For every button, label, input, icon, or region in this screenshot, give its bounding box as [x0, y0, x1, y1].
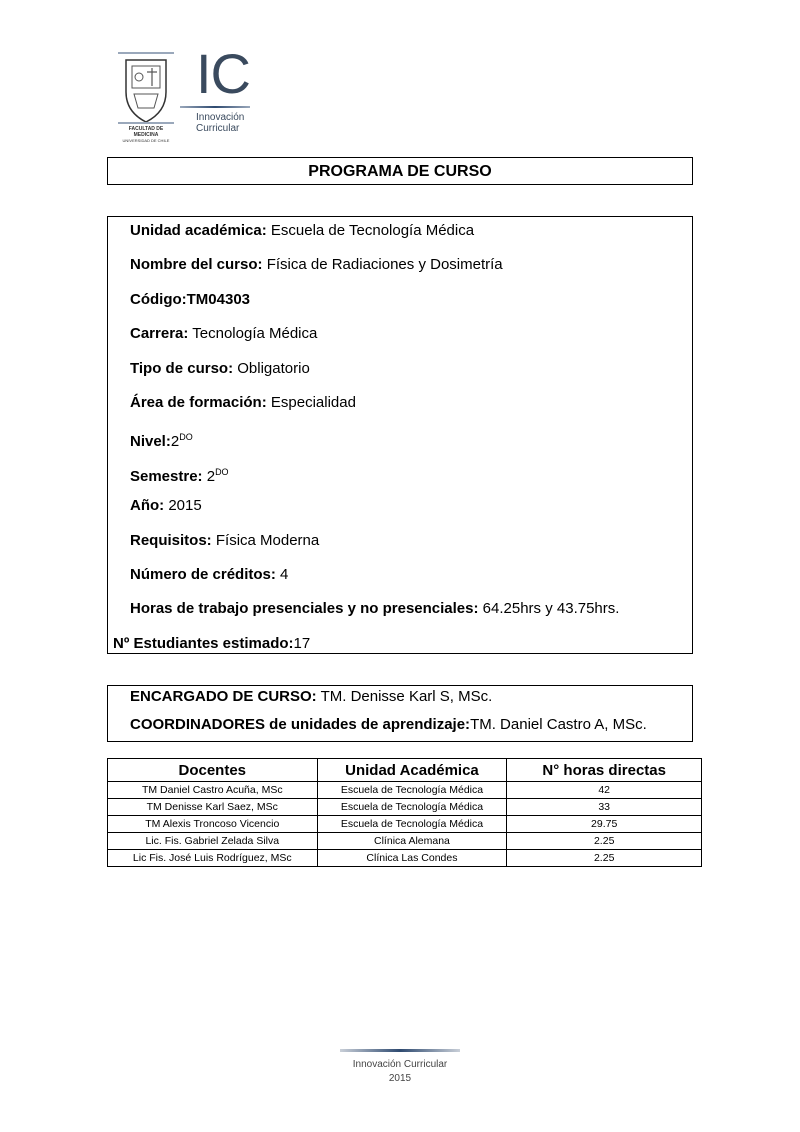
horas-cell: 42 [507, 782, 702, 799]
coordinadores-label: COORDINADORES de unidades de aprendizaje: [130, 716, 471, 733]
horas-cell: 33 [507, 799, 702, 816]
horas-cell: 2.25 [507, 833, 702, 850]
requisitos-line [130, 532, 319, 550]
estudiantes-label: Nº Estudiantes estimado: [113, 635, 294, 652]
footer-line1: Innovación Curricular [352, 1059, 448, 1070]
encargado-value: TM. Denisse Karl S, MSc. [320, 688, 493, 705]
requisitos-value: Física Moderna [215, 532, 320, 549]
horas-cell: 2.25 [507, 850, 702, 867]
nivel-line [130, 428, 193, 451]
encargado-line [130, 688, 492, 706]
horas-label: Horas de trabajo presenciales y no presenciales: [130, 600, 479, 617]
course-info-box [107, 216, 693, 654]
codigo-label: Código:TM04303 [130, 291, 251, 308]
semestre-value: 2 [206, 468, 216, 485]
area-formacion-label: Área de formación: [130, 394, 267, 411]
carrera-value: Tecnología Médica [192, 325, 318, 342]
title-box [107, 157, 693, 185]
nombre-curso-label: Nombre del curso: [130, 256, 263, 273]
anio-value: 2015 [168, 497, 202, 514]
semestre-label: Semestre: [130, 468, 203, 485]
area-formacion-line [130, 394, 356, 412]
facultad-name: FACULTAD DE MEDICINA [128, 126, 164, 138]
ic-caption-line2: Curricular [196, 123, 240, 134]
estudiantes-line [113, 635, 310, 653]
header-docentes: Docentes [108, 759, 318, 782]
table-row [108, 833, 702, 850]
docente-cell: TM Daniel Castro Acuña, MSc [108, 782, 318, 799]
nombre-curso-value: Física de Radiaciones y Dosimetría [266, 256, 503, 273]
unidad-cell: Escuela de Tecnología Médica [317, 782, 507, 799]
table-header-row [108, 759, 702, 782]
tipo-curso-label: Tipo de curso: [130, 360, 234, 377]
table-row [108, 816, 702, 833]
docente-cell: TM Alexis Troncoso Vicencio [108, 816, 318, 833]
header-unidad-academica: Unidad Académica [317, 759, 507, 782]
table-row [108, 850, 702, 867]
ic-logo-caption [196, 112, 244, 134]
anio-line [130, 497, 202, 515]
area-formacion-value: Especialidad [270, 394, 356, 411]
page-title: PROGRAMA DE CURSO [308, 163, 492, 180]
nivel-sup: DO [179, 432, 193, 442]
nivel-value: 2 [170, 433, 180, 450]
facultad-medicina-caption [116, 126, 176, 144]
unidad-cell: Clínica Las Condes [317, 850, 507, 867]
tipo-curso-value: Obligatorio [237, 360, 310, 377]
unidad-academica-value: Escuela de Tecnología Médica [270, 222, 475, 239]
anio-label: Año: [130, 497, 165, 514]
horas-value: 64.25hrs y 43.75hrs. [482, 600, 620, 617]
table-row [108, 782, 702, 799]
universidad-name: UNIVERSIDAD DE CHILE [122, 138, 170, 143]
horas-cell: 29.75 [507, 816, 702, 833]
encargado-box [107, 685, 693, 742]
nivel-label: Nivel: [130, 433, 171, 450]
ic-caption-line1: Innovación [196, 112, 245, 123]
docentes-table [107, 758, 702, 867]
creditos-line [130, 566, 288, 584]
semestre-line [130, 463, 229, 486]
creditos-label: Número de créditos: [130, 566, 276, 583]
estudiantes-value: 17 [293, 635, 311, 652]
tipo-curso-line [130, 360, 310, 378]
ic-logo-divider [180, 106, 250, 108]
docente-cell: Lic. Fis. Gabriel Zelada Silva [108, 833, 318, 850]
header-horas: N° horas directas [507, 759, 702, 782]
carrera-label: Carrera: [130, 325, 189, 342]
coordinadores-line [130, 716, 647, 734]
horas-line [130, 600, 619, 618]
unidad-cell: Escuela de Tecnología Médica [317, 816, 507, 833]
footer-line2: 2015 [388, 1073, 412, 1084]
unidad-academica-line [130, 222, 474, 240]
unidad-cell: Escuela de Tecnología Médica [317, 799, 507, 816]
ic-logo-letters: IC [196, 42, 250, 105]
creditos-value: 4 [280, 566, 289, 583]
encargado-label: ENCARGADO DE CURSO: [130, 688, 317, 705]
nombre-curso-line [130, 256, 503, 274]
docente-cell: Lic Fis. José Luis Rodríguez, MSc [108, 850, 318, 867]
docente-cell: TM Denisse Karl Saez, MSc [108, 799, 318, 816]
carrera-line [130, 325, 317, 343]
requisitos-label: Requisitos: [130, 532, 212, 549]
unidad-academica-label: Unidad académica: [130, 222, 267, 239]
semestre-sup: DO [215, 467, 229, 477]
unidad-cell: Clínica Alemana [317, 833, 507, 850]
codigo-line [130, 291, 250, 309]
footer-divider [340, 1049, 460, 1052]
table-row [108, 799, 702, 816]
coordinadores-value: TM. Daniel Castro A, MSc. [470, 716, 647, 733]
